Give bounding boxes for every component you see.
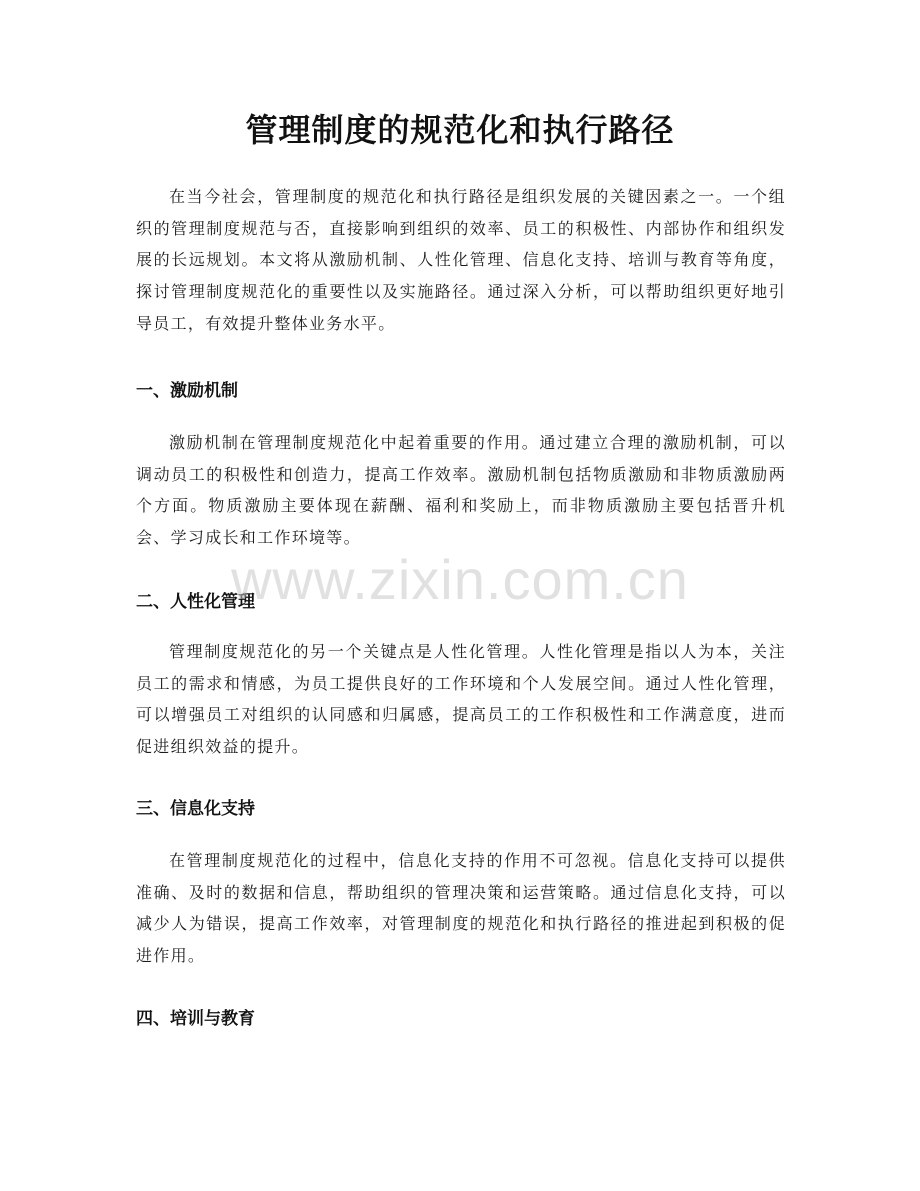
watermark-text: www.zixin.com.cn — [231, 548, 689, 611]
section-heading-humanized: 二、人性化管理 — [136, 592, 255, 612]
section-body-informatization: 在管理制度规范化的过程中，信息化支持的作用不可忽视。信息化支持可以提供准确、及时的数据和信息，帮助组织的管理决策和运营策略。通过信息化支持，可以减少人为错误，提高工作效率，对管理制度的规范化和执行路径的推进起到积极的促进作用。 — [136, 851, 786, 966]
section-heading-incentive: 一、激励机制 — [136, 381, 238, 401]
intro-paragraph: 在当今社会，管理制度的规范化和执行路径是组织发展的关键因素之一。一个组织的管理制度规范与否，直接影响到组织的效率、员工的积极性、内部协作和组织发展的长远规划。本文将从激励机制、人性化管理、信息化支持、培训与教育等角度，探讨管理制度规范化的重要性以及实施路径。通过深入分析，可以帮助组织更好地引导员工，有效提升整体业务水平。 — [136, 187, 786, 333]
section-heading-training: 四、培训与教育 — [136, 1009, 255, 1029]
section-body-humanized: 管理制度规范化的另一个关键点是人性化管理。人性化管理是指以人为本，关注员工的需求和情感，为员工提供良好的工作环境和个人发展空间。通过人性化管理，可以增强员工对组织的认同感和归属感，提高员工的工作积极性和工作满意度，进而促进组织效益的提升。 — [136, 642, 786, 757]
section-heading-informatization: 三、信息化支持 — [136, 799, 255, 819]
document-title: 管理制度的规范化和执行路径 — [245, 111, 675, 149]
section-body-incentive: 激励机制在管理制度规范化中起着重要的作用。通过建立合理的激励机制，可以调动员工的积极性和创造力，提高工作效率。激励机制包括物质激励和非物质激励两个方面。物质激励主要体现在薪酬、福利和奖励上，而非物质激励主要包括晋升机会、学习成长和工作环境等。 — [136, 433, 786, 548]
